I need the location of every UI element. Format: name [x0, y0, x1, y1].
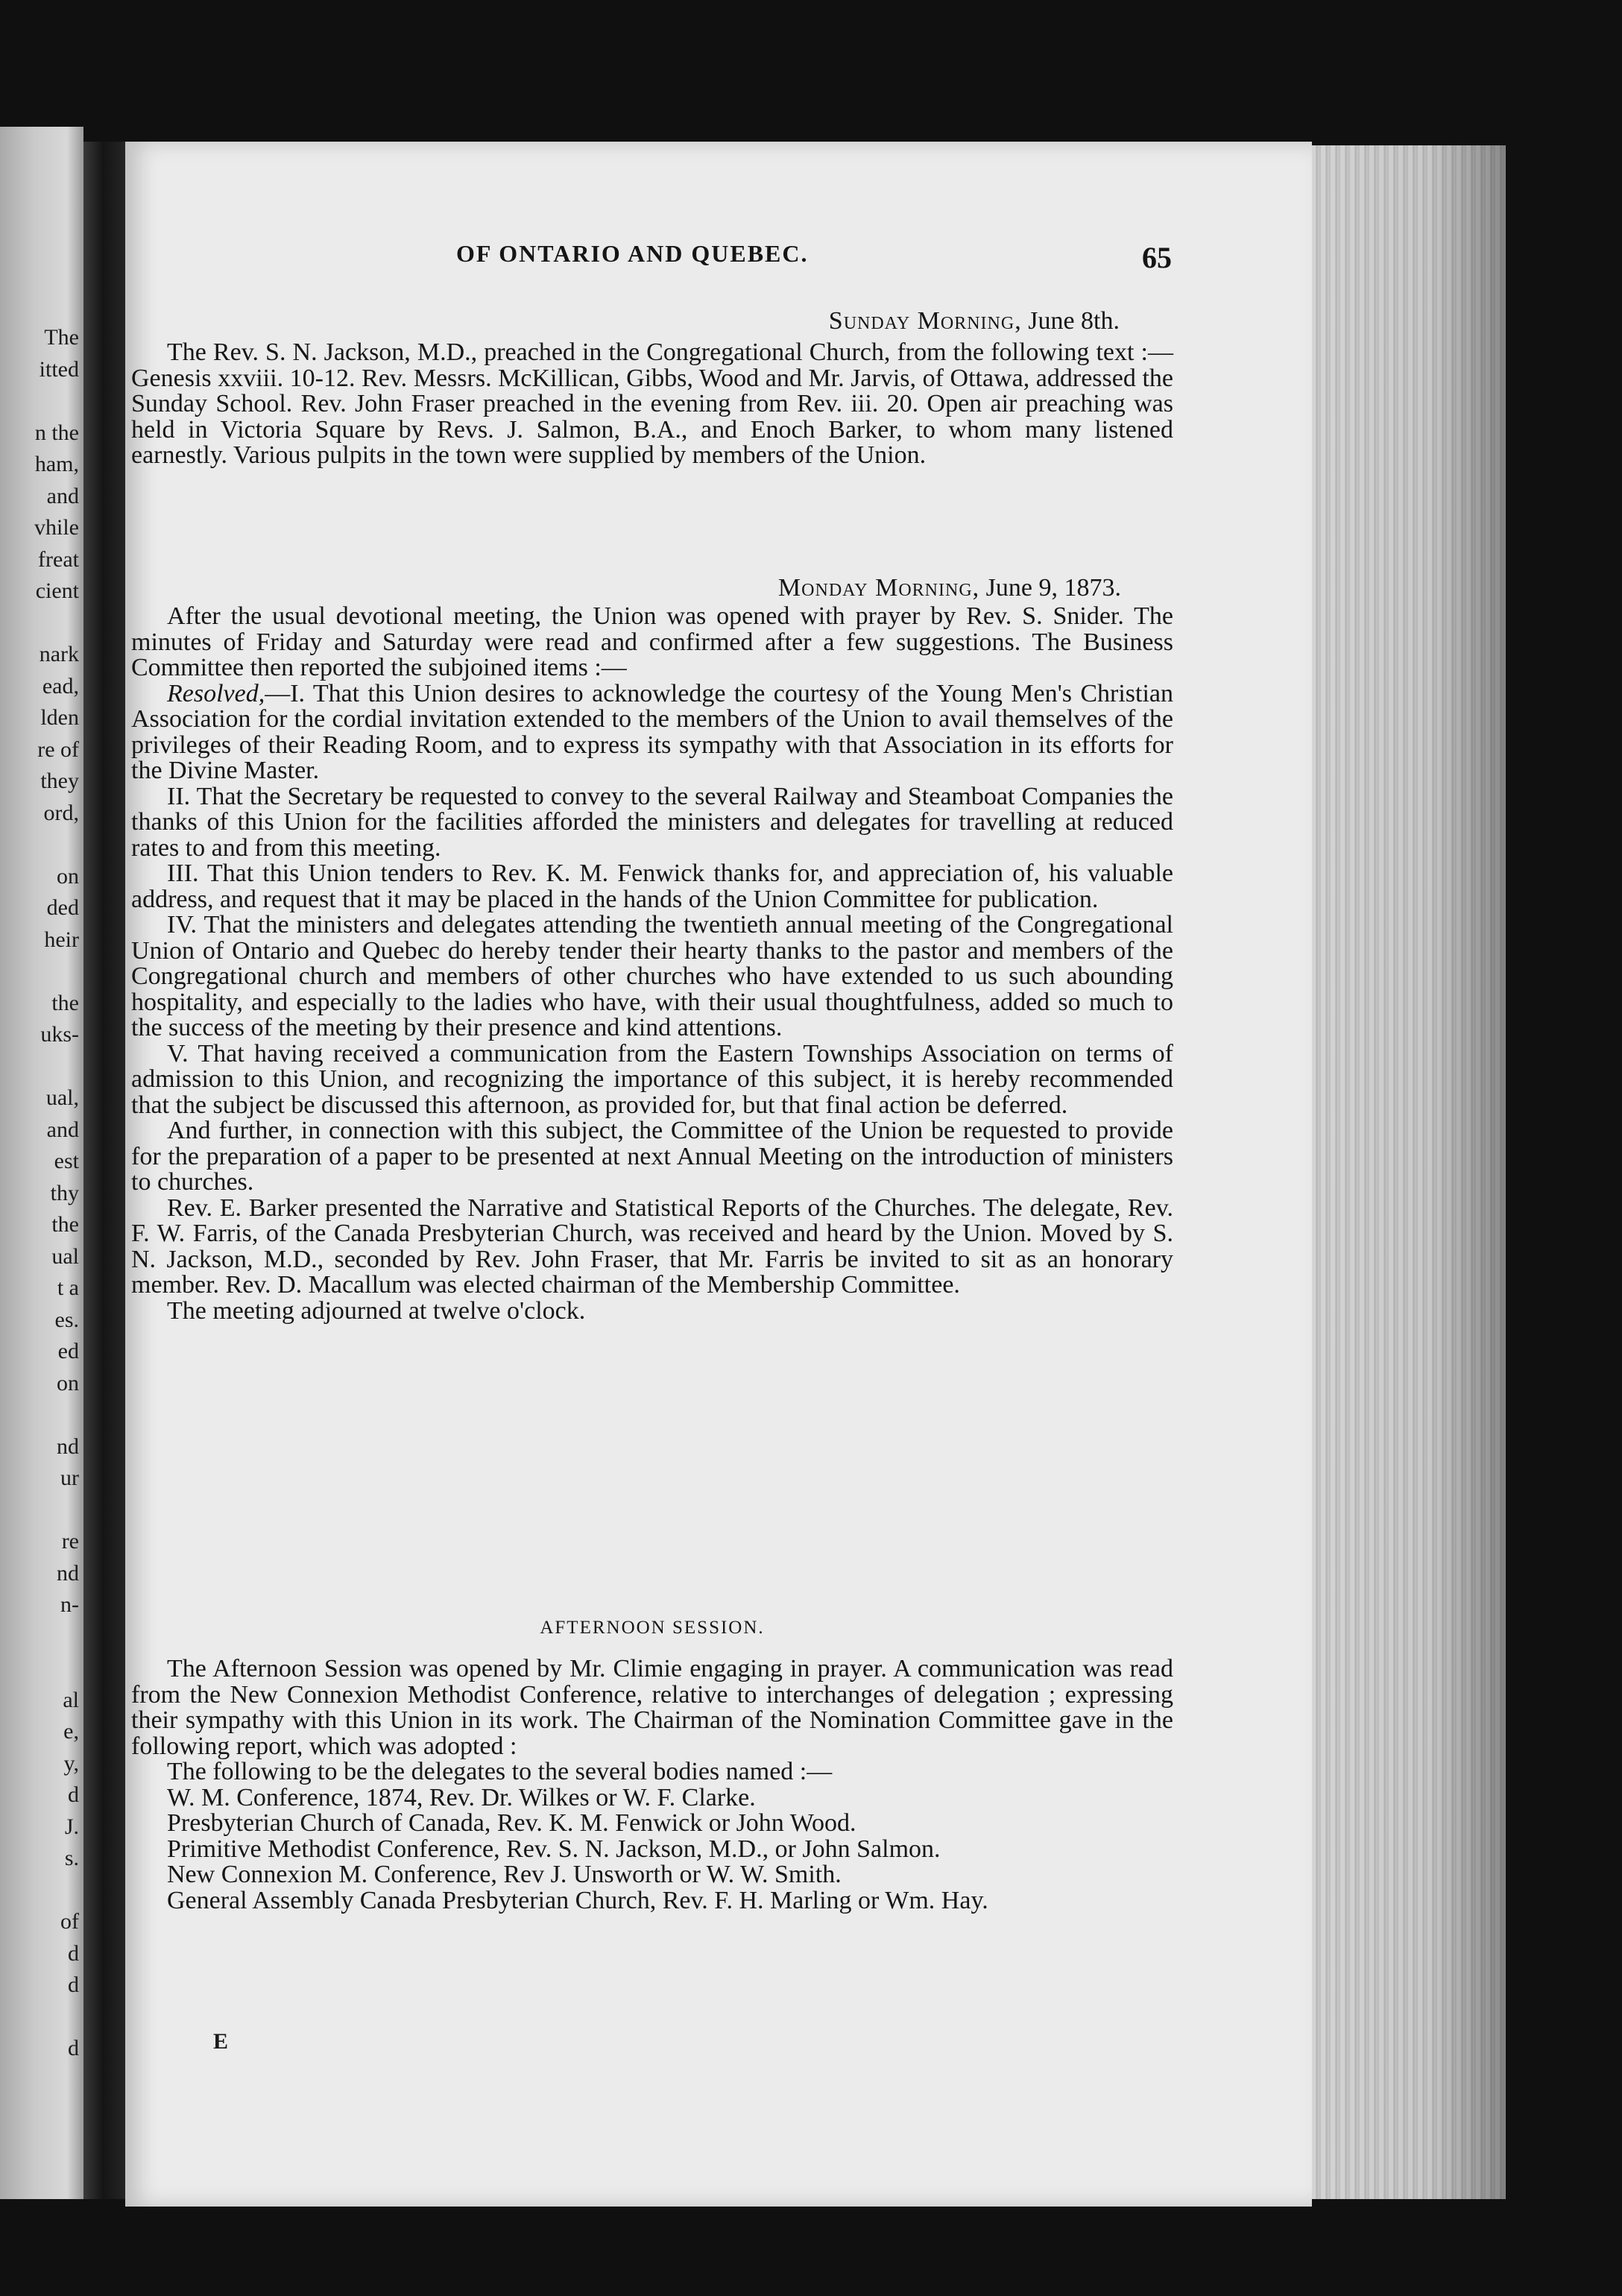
left-page-fragment: The [44, 325, 79, 350]
afternoon-paragraph: The Afternoon Session was opened by Mr. Climie engaging in prayer. A communication was read from the New Connexion Methodist Conference, relative to interchanges of delegation ; expressing their sympathy with this Union in its work. The Chairman of the Nomination Committee gave in the following report, which was adopted : [131, 1655, 1173, 1760]
left-page-fragment: d [68, 1940, 79, 1966]
left-page-fragment: uks- [40, 1022, 79, 1047]
adjourned-line: The meeting adjourned at twelve o'clock. [167, 1296, 586, 1325]
left-page-fragment: heir [44, 927, 79, 952]
resolution-4: IV. That the ministers and delegates attending the twentieth annual meeting of the Congregational Union of Ontario and Quebec do hereby tender their hearty thanks to the pastor and members of the Congregational church and members of other churches who have extended to us such abounding hospitality, and especially to the ladies who have, with their usual thoughtfulness, added so much to the success of the meeting by their presence and kind attentions. [131, 911, 1173, 1041]
left-page-fragment: ded [46, 895, 79, 920]
delegate-line: Presbyterian Church of Canada, Rev. K. M. Fenwick or John Wood. [167, 1809, 856, 1837]
resolution-5: V. That having received a communication from the Eastern Townships Association on terms of admission to this Union, and recognizing the importance of this subject, it is hereby recommended that the subject be discussed this afternoon, as provided for, but that final action be deferred. [131, 1039, 1173, 1119]
left-page-fragment: on [57, 863, 79, 889]
book-gutter [83, 142, 127, 2199]
sunday-paragraph-block [131, 340, 1173, 469]
left-page-fragment: d [68, 2036, 79, 2060]
further-paragraph: And further, in connection with this subject, the Committee of the Union be requested to provide for the preparation of a paper to be presented at next Annual Meeting on the introduction of ministers to churches. [131, 1117, 1173, 1196]
sunday-heading-day: Sunday Morning, [828, 307, 1022, 335]
left-page-fragment: vhile [34, 515, 79, 540]
left-page-fragment: s. [64, 1846, 79, 1870]
left-page-fragment: ham, [34, 452, 79, 476]
left-page-fragment: e, [63, 1719, 79, 1744]
delegate-line: New Connexion M. Conference, Rev J. Unsworth or W. W. Smith. [167, 1861, 842, 1888]
left-page-fragment: of [60, 1909, 79, 1934]
left-page-fragment: and [46, 1117, 79, 1142]
left-page-fragment: ord, [43, 800, 79, 825]
left-page-fragment: re [61, 1529, 79, 1554]
resolved-label: Resolved, [167, 679, 265, 707]
monday-heading [778, 574, 1121, 602]
left-page-fragment: y, [63, 1750, 79, 1776]
left-page-fragment: the [51, 1212, 79, 1237]
resolution-2: II. That the Secretary be requested to convey to the several Railway and Steamboat Companies the thanks of this Union for the facilities afforded the ministers and delegates for travelling at reduced rates to and from this meeting. [131, 782, 1173, 862]
left-page-fragment: J. [64, 1814, 79, 1839]
left-page-fragment: n the [34, 420, 79, 445]
left-page-fragment: re of [37, 737, 79, 762]
left-page-fragment: lden [40, 705, 79, 730]
left-page-fragment: est [54, 1149, 79, 1173]
delegate-line: General Assembly Canada Presbyterian Church, Rev. F. H. Marling or Wm. Hay. [167, 1886, 988, 1914]
left-page-fragment: cient [35, 578, 79, 603]
left-page-fragment: nd [57, 1560, 79, 1586]
left-page-fragment: and [46, 483, 79, 508]
left-page-fragment: ual, [45, 1085, 79, 1110]
page-number: 65 [1142, 241, 1172, 274]
left-page-fragment: ed [57, 1339, 79, 1363]
left-page-fragment: d [68, 1972, 79, 1997]
left-page-fragment: t a [57, 1275, 79, 1300]
sunday-heading-date: June 8th. [1028, 307, 1120, 335]
left-page-fragment: es. [54, 1307, 79, 1332]
monday-block [131, 604, 1173, 1324]
left-page-fragment: n- [60, 1592, 79, 1617]
monday-heading-date: June 9, 1873. [985, 574, 1121, 602]
left-page-fragment: ual [51, 1243, 79, 1269]
resolution-1: Resolved,—I. That this Union desires to acknowledge the courtesy of the Young Men's Christian Association for the cordial invitation extended to the members of the Union to avail themselves of the privileges of their Reading Room, and to express its sympathy with that Association in its efforts for the Divine Master. [131, 679, 1173, 784]
left-page-fragment: the [51, 990, 79, 1015]
barker-paragraph: Rev. E. Barker presented the Narrative and Statistical Reports of the Churches. The delegate, Rev. F. W. Farris, of the Canada Presbyterian Church, was received and heard by the Union. Moved by S. N. Jackson, M.D., seconded by Rev. John Fraser, that Mr. Farris be invited to sit as an honorary member. Rev. D. Macallum was elected chairman of the Membership Committee. [131, 1193, 1173, 1299]
left-page-fragment: on [57, 1370, 79, 1395]
running-title: OF ONTARIO AND QUEBEC. [456, 240, 809, 267]
left-page-fragment: al [63, 1687, 79, 1712]
left-page-fragment: freat [38, 546, 79, 572]
sunday-paragraph: The Rev. S. N. Jackson, M.D., preached in the Congregational Church, from the following text :—Genesis xxviii. 10-12. Rev. Messrs. McKillican, Gibbs, Wood and Mr. Jarvis, of Ottawa, addressed the Sunday School. Rev. John Fraser preached in the evening from Rev. iii. 20. Open air preaching was held in Victoria Square by Revs. J. Salmon, B.A., and Enoch Barker, to whom many listened earnestly. Various pulpits in the town were supplied by members of the Union. [131, 338, 1173, 469]
left-page-fragment: nd [57, 1434, 79, 1459]
delegates-intro: The following to be the delegates to the several bodies named :— [167, 1758, 833, 1785]
left-page-fragment: nark [39, 642, 79, 666]
monday-intro: After the usual devotional meeting, the Union was opened with prayer by Rev. S. Snider. The minutes of Friday and Saturday were read and confirmed after a few suggestions. The Business Committee then reported the subjoined items :— [131, 602, 1173, 681]
left-page-fragment: d [68, 1782, 79, 1807]
sunday-heading [829, 307, 1120, 335]
monday-heading-day: Monday Morning, [777, 574, 980, 602]
left-page-edge [0, 127, 83, 2199]
left-page-fragment: ur [60, 1466, 79, 1490]
delegate-line: W. M. Conference, 1874, Rev. Dr. Wilkes or W. F. Clarke. [167, 1783, 756, 1811]
left-page-fragment: they [40, 769, 79, 793]
afternoon-heading: AFTERNOON SESSION. [540, 1618, 765, 1638]
left-page-fragment: thy [50, 1180, 79, 1205]
signature-mark: E [213, 2029, 229, 2054]
page-stack-edge [1312, 145, 1506, 2199]
delegate-line: Primitive Methodist Conference, Rev. S. N. Jackson, M.D., or John Salmon. [167, 1835, 941, 1863]
left-page-fragment: ead, [42, 673, 79, 698]
left-page-fragment: itted [39, 356, 79, 382]
resolution-3: III. That this Union tenders to Rev. K. M. Fenwick thanks for, and appreciation of, his valuable address, and request that it may be placed in the hands of the Union Committee for publication. [131, 860, 1173, 913]
afternoon-block [131, 1656, 1173, 1914]
